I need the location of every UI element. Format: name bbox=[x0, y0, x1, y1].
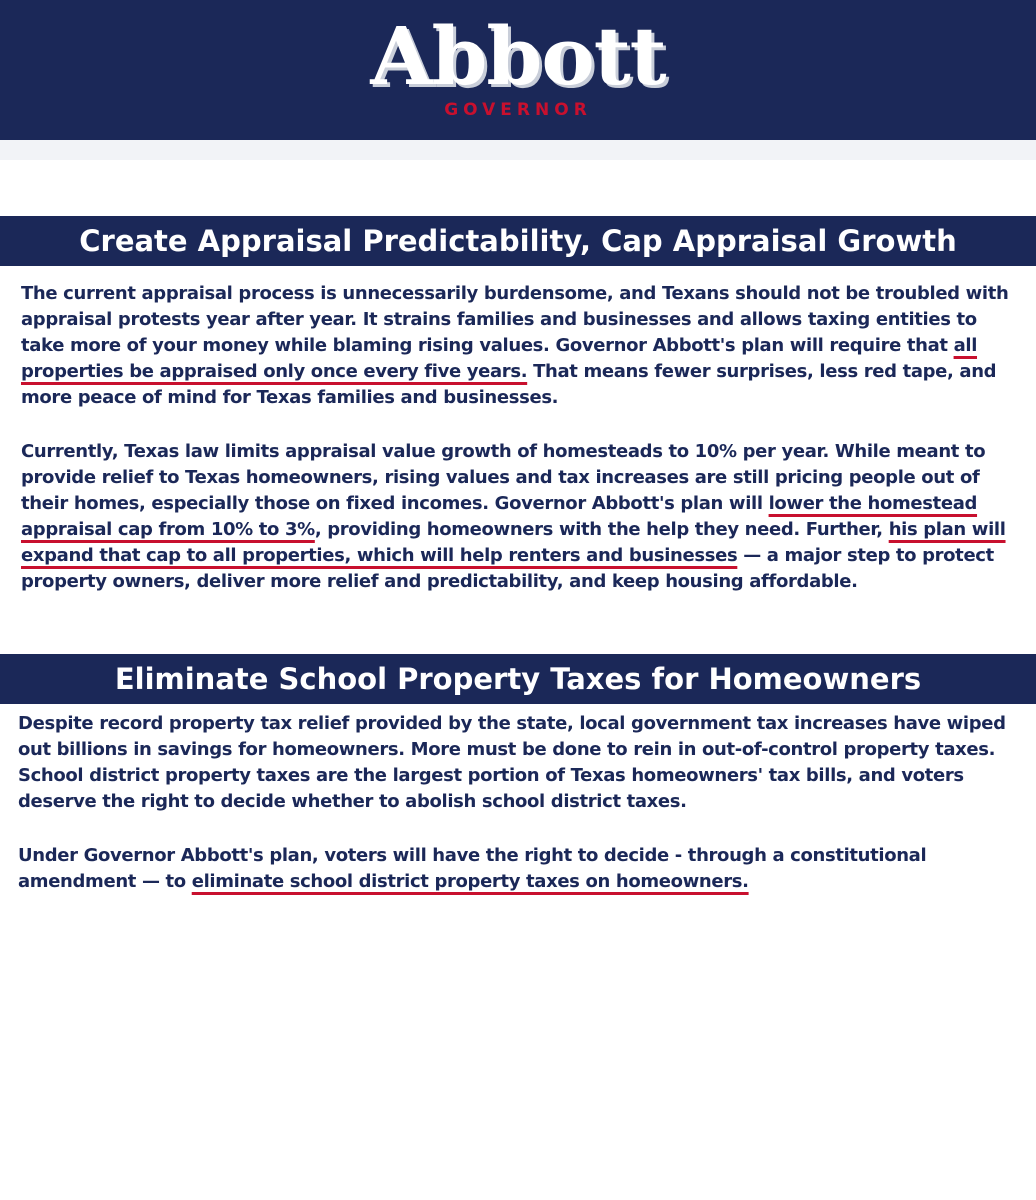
section-heading-school-taxes: Eliminate School Property Taxes for Homeowners bbox=[0, 654, 1036, 704]
header-banner bbox=[0, 0, 1036, 140]
text-span: , providing homeowners with the help they need. Further, bbox=[314, 519, 889, 540]
underlined-phrase: eliminate school district property taxes on homeowners. bbox=[191, 871, 749, 892]
logo-wordmark: Abbott bbox=[370, 9, 666, 103]
section-heading-appraisal: Create Appraisal Predictability, Cap Appraisal Growth bbox=[0, 216, 1036, 266]
text-span: Under Governor Abbott's plan, voters will have the right to decide - through a constitutional amendment — to bbox=[18, 845, 927, 892]
logo-subtitle: GOVERNOR bbox=[444, 100, 592, 120]
header-divider bbox=[0, 140, 1036, 160]
school-taxes-paragraph-2 bbox=[18, 843, 1012, 895]
appraisal-paragraph-1 bbox=[21, 281, 1015, 411]
campaign-logo bbox=[0, 9, 1036, 120]
appraisal-paragraph-2 bbox=[21, 439, 1015, 595]
underlined-phrase: his plan will expand that cap to all properties, which will help renters and businesses bbox=[21, 519, 1006, 566]
text-span: Currently, Texas law limits appraisal value growth of homesteads to 10% per year. While meant to provide relief to Texas homeowners, rising values and tax increases are still pricing people out of their homes, especially those on fixed incomes. Governor Abbott's plan will bbox=[21, 441, 986, 514]
school-taxes-paragraph-1: Despite record property tax relief provided by the state, local government tax increases have wiped out billions in savings for homeowners. More must be done to rein in out-of-control property taxes. School district property taxes are the largest portion of Texas homeowners' tax bills, and voters deserve the right to decide whether to abolish school district taxes. bbox=[18, 713, 1006, 812]
underlined-phrase: lower the homestead appraisal cap from 10% to 3% bbox=[21, 493, 978, 540]
underlined-phrase: all properties be appraised only once every five years. bbox=[21, 335, 978, 382]
text-span: — a major step to protect property owners, deliver more relief and predictability, and keep housing affordable. bbox=[21, 545, 994, 592]
text-span: The current appraisal process is unnecessarily burdensome, and Texans should not be troubled with appraisal protests year after year. It strains families and businesses and allows taxing entities to take more of your money while blaming rising values. Governor Abbott's plan will require that bbox=[21, 283, 1009, 356]
text-span: That means fewer surprises, less red tape, and more peace of mind for Texas families and businesses. bbox=[21, 361, 997, 408]
